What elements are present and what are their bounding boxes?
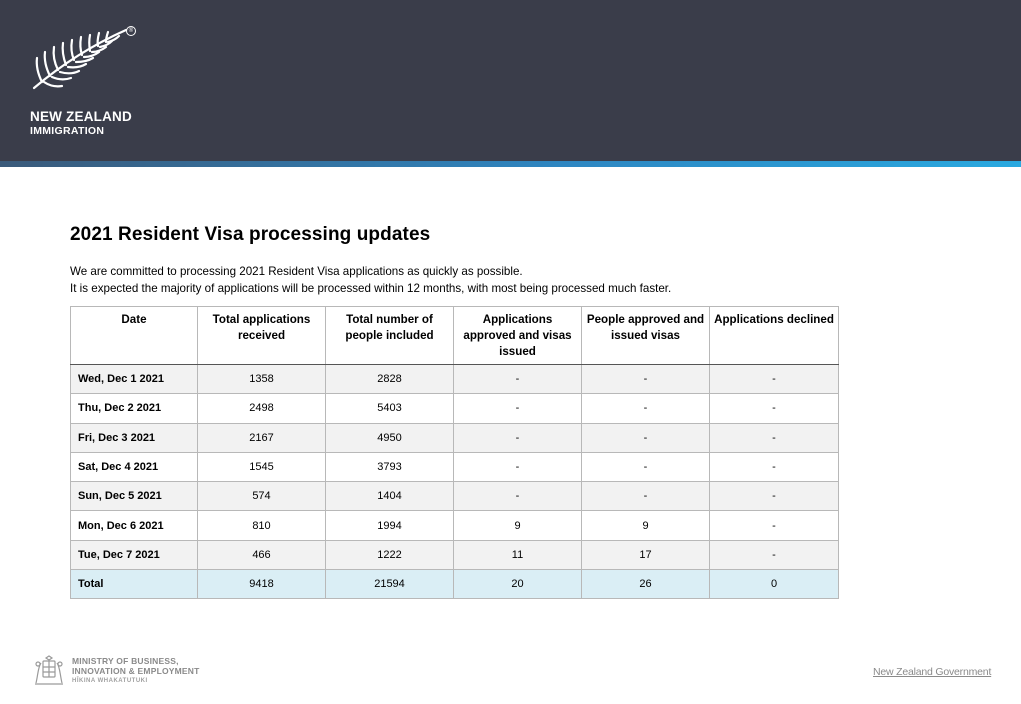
table-row [71, 511, 839, 540]
cell-declined: - [710, 540, 839, 569]
header-date: Date [71, 307, 198, 365]
header-applications-approved: Applications approved and visas issued [454, 307, 582, 365]
cell-approved: 11 [454, 540, 582, 569]
cell-approved: - [454, 394, 582, 423]
page-title: 2021 Resident Visa processing updates [70, 224, 431, 245]
cell-date: Thu, Dec 2 2021 [71, 394, 198, 423]
cell-declined: - [710, 365, 839, 394]
table-row [71, 394, 839, 423]
cell-date: Tue, Dec 7 2021 [71, 540, 198, 569]
cell-declined: - [710, 452, 839, 481]
cell-date: Sun, Dec 5 2021 [71, 482, 198, 511]
cell-applications: 1358 [198, 365, 326, 394]
cell-people: 4950 [326, 423, 454, 452]
header-applications-declined: Applications declined [710, 307, 839, 365]
registered-mark: ® [126, 26, 136, 36]
cell-total-people: 21594 [326, 570, 454, 599]
cell-people: 1994 [326, 511, 454, 540]
table-header-row [71, 307, 839, 365]
header-total-people: Total number of people included [326, 307, 454, 365]
mbie-logo [72, 656, 200, 686]
cell-date: Sat, Dec 4 2021 [71, 452, 198, 481]
cell-people: 1404 [326, 482, 454, 511]
processing-table [70, 306, 839, 599]
cell-declined: - [710, 511, 839, 540]
cell-approved: - [454, 452, 582, 481]
cell-people-approved: - [582, 394, 710, 423]
cell-people-approved: - [582, 423, 710, 452]
cell-approved: - [454, 482, 582, 511]
cell-total-applications: 9418 [198, 570, 326, 599]
cell-applications: 2167 [198, 423, 326, 452]
cell-people-approved: 17 [582, 540, 710, 569]
header-total-applications: Total applications received [198, 307, 326, 365]
table-row [71, 423, 839, 452]
intro-text [70, 263, 671, 297]
cell-declined: - [710, 394, 839, 423]
cell-people-approved: - [582, 482, 710, 511]
header-stripe [0, 161, 1021, 167]
cell-people: 3793 [326, 452, 454, 481]
table-row [71, 365, 839, 394]
cell-declined: - [710, 423, 839, 452]
mbie-line-3: HĪKINA WHAKATUTUKI [72, 678, 148, 684]
header-people-approved: People approved and issued visas [582, 307, 710, 365]
cell-date: Mon, Dec 6 2021 [71, 511, 198, 540]
cell-total-label: Total [71, 570, 198, 599]
mbie-line-1: MINISTRY OF BUSINESS, [72, 656, 179, 666]
nz-immigration-logo [30, 110, 132, 136]
table-row [71, 452, 839, 481]
table-row [71, 540, 839, 569]
nz-government-logo: New Zealand Government [873, 666, 992, 678]
logo-line-immigration: IMMIGRATION [30, 124, 105, 137]
cell-applications: 1545 [198, 452, 326, 481]
cell-applications: 466 [198, 540, 326, 569]
table-row [71, 482, 839, 511]
cell-people-approved: 9 [582, 511, 710, 540]
cell-applications: 574 [198, 482, 326, 511]
silver-fern-icon [30, 26, 130, 96]
cell-people-approved: - [582, 452, 710, 481]
cell-date: Fri, Dec 3 2021 [71, 423, 198, 452]
intro-line-2: It is expected the majority of applications will be processed within 12 months, with most being processed much faster. [70, 282, 672, 295]
header-banner [0, 0, 1021, 161]
mbie-line-2: INNOVATION & EMPLOYMENT [72, 666, 200, 676]
cell-approved: - [454, 423, 582, 452]
coat-of-arms-icon [32, 655, 66, 687]
cell-people: 1222 [326, 540, 454, 569]
cell-people: 2828 [326, 365, 454, 394]
cell-date: Wed, Dec 1 2021 [71, 365, 198, 394]
intro-line-1: We are committed to processing 2021 Resident Visa applications as quickly as possible. [70, 265, 523, 278]
logo-line-new-zealand: NEW ZEALAND [30, 109, 132, 124]
cell-total-people-approved: 26 [582, 570, 710, 599]
cell-applications: 2498 [198, 394, 326, 423]
cell-declined: - [710, 482, 839, 511]
cell-people: 5403 [326, 394, 454, 423]
cell-approved: 9 [454, 511, 582, 540]
table-total-row [71, 570, 839, 599]
cell-total-declined: 0 [710, 570, 839, 599]
cell-approved: - [454, 365, 582, 394]
cell-total-approved: 20 [454, 570, 582, 599]
cell-applications: 810 [198, 511, 326, 540]
cell-people-approved: - [582, 365, 710, 394]
